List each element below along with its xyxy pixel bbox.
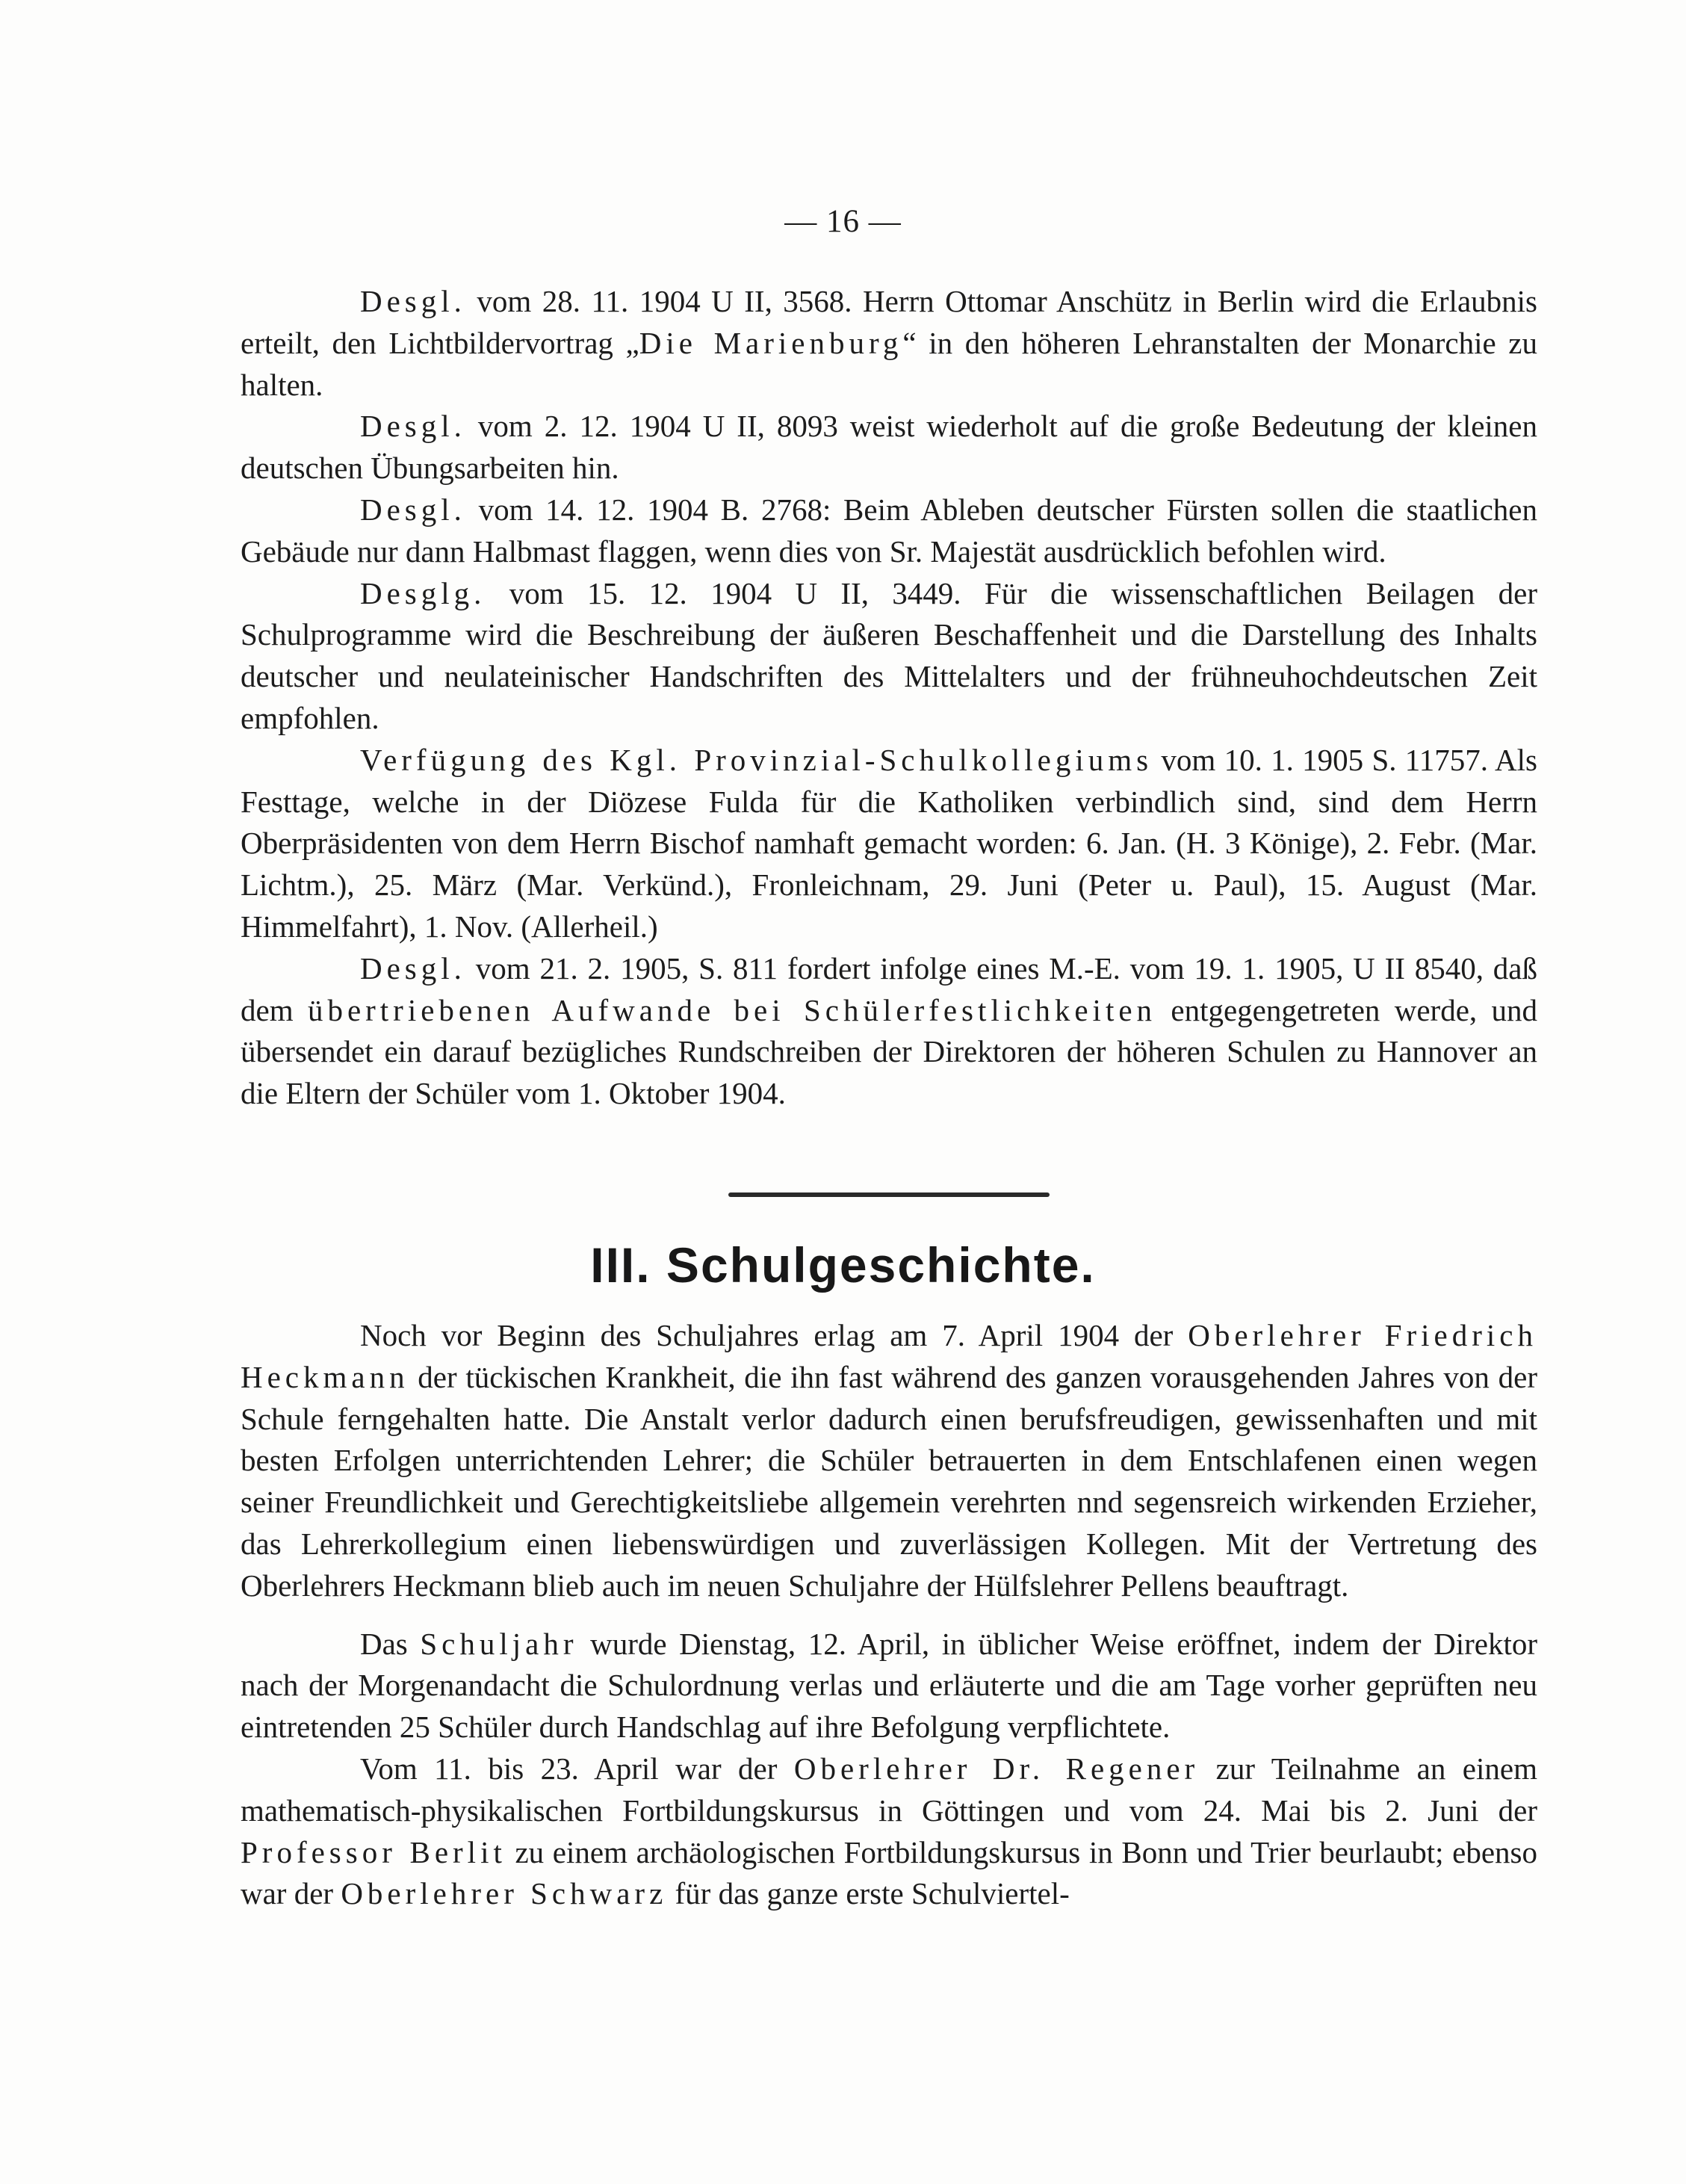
decree-lead: Desgl. [360,409,466,444]
history-emphasis: Oberlehrer Dr. Regener [793,1751,1200,1786]
decree-paragraph [241,489,1537,573]
decree-paragraph [241,281,1537,406]
history-emphasis: Professor Berlit [241,1834,506,1869]
decree-text: vom 14. 12. 1904 B. 2768: Beim Ableben deutscher Fürsten sollen die staatlichen Gebäude nur dann Halbmast flaggen, wenn dies von Sr. Majestät ausdrücklich befohlen wird. [241,492,1537,569]
history-text: Das [360,1626,421,1661]
decree-text: vom 15. 12. 1904 U II, 3449. Für die wissenschaftlichen Beilagen der Schulprogramme wird die Beschreibung der äußeren Beschaffenheit und die Darstellung des Inhalts deutscher und neulateinischer Handschriften des Mittelalters und der frühneuhochdeutschen Zeit empfohlen. [241,575,1537,735]
decree-tail: “ in den höheren Lehranstalten der Monarchie zu halten. [241,325,1537,402]
history-emphasis: Oberlehrer Friedrich Heckmann [241,1318,1537,1394]
decree-lead: Verfügung des Kgl. Provinzial-Schulkollegiums [360,742,1153,777]
decree-emphasis: Die Marienburg [639,325,903,360]
school-history-section [241,1315,1537,1915]
history-text: wurde Dienstag, 12. April, in üblicher Weise eröffnet, indem der Direktor nach der Morgenandacht die Schulordnung verlas und erläuterte und die am Tage vorher geprüften neu eintretenden 25 Schüler durch Handschlag auf ihre Befolgung verpflichtete. [241,1626,1538,1745]
history-text: für das ganze erste Schulviertel- [667,1876,1070,1911]
decree-paragraph [241,948,1537,1115]
history-text: der tückischen Krankheit, die ihn fast während des ganzen vorausgehenden Jahres von der Schule ferngehalten hatte. Die Anstalt verlor dadurch einen berufsfreudigen, gewissenhaften und mit besten Erfolgen unterrichtenden Lehrer; die Schüler betrauerten in dem Entschlafenen einen wegen seiner Freundlichkeit und Gerechtigkeitsliebe allgemein verehrten nnd segensreich wirkenden Erzieher, das Lehrerkollegium einen liebenswürdigen und zuverlässigen Kollegen. Mit der Vertretung des Oberlehrers Heckmann blieb auch im neuen Schuljahre der Hülfslehrer Pellens beauftragt. [241,1359,1537,1603]
history-emphasis: Oberlehrer Schwarz [341,1876,668,1911]
decree-text: vom 28. 11. 1904 U II, 3568. Herrn Ottomar Anschütz in Berlin wird die Erlaubnis erteilt, den Lichtbildervortrag „ [241,284,1537,360]
decree-text: vom 2. 12. 1904 U II, 8093 weist wiederholt auf die große Bedeutung der kleinen deutschen Übungsarbeiten hin. [241,409,1537,486]
decree-emphasis: übertriebenen Aufwande bei Schülerfestlichkeiten [307,992,1157,1027]
decree-paragraph [241,573,1537,740]
history-paragraph [241,1624,1537,1748]
decree-lead: Desgl. [360,950,466,986]
decree-tail: entgegengetreten werde, und übersendet ein darauf bezügliches Rundschreiben der Direktoren der höheren Schulen zu Hannover an die Eltern der Schüler vom 1. Oktober 1904. [241,992,1537,1111]
history-paragraph [241,1315,1537,1607]
section-heading: III. Schulgeschichte. [590,1237,1096,1293]
decree-paragraph [241,740,1537,948]
decree-paragraph [241,406,1537,489]
history-paragraph [241,1748,1537,1915]
history-text: zu einem archäologischen Fortbildungskursus in Bonn und Trier beurlaubt; ebenso war der [241,1834,1537,1911]
decree-lead: Desgl. [360,284,466,318]
decree-lead: Desglg. [360,575,486,610]
page-number: — 16 — [784,204,902,239]
decree-text: vom 10. 1. 1905 S. 11757. Als Festtage, welche in der Diözese Fulda für die Katholiken verbindlich sind, sind dem Herrn Oberpräsidenten von dem Herrn Bischof namhaft gemacht worden: 6. Jan. (H. 3 Könige), 2. Febr. (Mar. Lichtm.), 25. März (Mar. Verkünd.), Fronleichnam, 29. Juni (Peter u. Paul), 15. August (Mar. Himmelfahrt), 1. Nov. (Allerheil.) [241,742,1537,944]
history-emphasis: Schuljahr [420,1626,578,1661]
history-text: Noch vor Beginn des Schuljahres erlag am 7. April 1904 der [360,1318,1188,1352]
history-text: Vom 11. bis 23. April war der [360,1751,794,1786]
decree-lead: Desgl. [360,492,466,527]
section-divider [728,1192,1050,1197]
decree-text: vom 21. 2. 1905, S. 811 fordert infolge eines M.-E. vom 19. 1. 1905, U II 8540, daß dem [241,950,1537,1027]
history-text: zur Teilnahme an einem mathematisch-physikalischen Fortbildungskursus in Göttingen und vom 24. Mai bis 2. Juni der [241,1751,1537,1828]
decrees-section [241,281,1537,1115]
